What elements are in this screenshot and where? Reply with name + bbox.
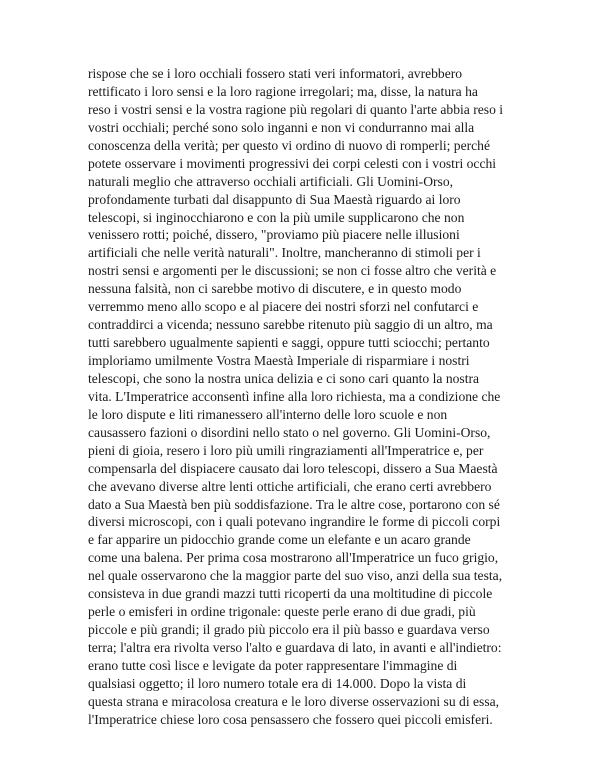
text-line: vostri occhiali; perché sono solo inganni e non vi condurranno mai alla	[88, 119, 475, 135]
text-line: conoscenza della verità; per questo vi ordino di nuovo di romperli; perché	[88, 137, 491, 153]
text-line: contraddirci a vicenda; nessuno sarebbe ritenuto più saggio di un altro, ma	[88, 317, 493, 333]
text-line: profondamente turbati dal disappunto di Sua Maestà riguardo ai loro	[88, 191, 461, 207]
text-line: terra; l'altra era rivolta verso l'alto e guardava di lato, in avanti e all'indietro:	[88, 640, 502, 655]
text-line: vita. L'Imperatrice acconsentì infine alla loro richiesta, ma a condizione che	[88, 388, 501, 404]
text-line: naturali meglio che attraverso occhiali artificiali. Gli Uomini-Orso,	[88, 173, 454, 189]
text-line: consisteva in due grandi mazzi tutti ricoperti da una moltitudine di piccole	[88, 586, 493, 602]
text-line: e far apparire un pidocchio grande come un elefante e un acaro grande	[88, 532, 471, 548]
text-line: nessuna falsità, non ci sarebbe motivo di discutere, e in questo modo	[88, 281, 462, 297]
text-line: erano tutte così lisce e levigate da poter rappresentare l'immagine di	[88, 657, 458, 673]
text-line: perle o emisferi in ordine trigonale: queste perle erano di due gradi, più	[88, 604, 476, 620]
text-line: potete osservare i movimenti progressivi dei corpi celesti con i vostri occhi	[88, 155, 497, 171]
text-line: artificiali che nelle verità naturali". Inoltre, mancheranno di stimoli per i	[88, 245, 481, 261]
text-line: rispose che se i loro occhiali fossero stati veri informatori, avrebbero	[88, 66, 463, 81]
text-line: venissero rotti; poiché, dissero, "proviamo più piacere nelle illusioni	[88, 227, 460, 243]
text-line: rettificato i loro sensi e la loro ragione irregolari; ma, disse, la natura ha	[88, 83, 478, 99]
text-line: diversi microscopi, con i quali potevano ingrandire le forme di piccoli corpi	[88, 514, 501, 530]
text-line: le loro dispute e liti rimanessero all'interno delle loro scuole e non	[88, 406, 448, 422]
text-line: tutti sarebbero ugualmente sapienti e saggi, oppure tutti sciocchi; pertanto	[88, 335, 490, 351]
text-line: nostri sensi e argomenti per le discussioni; se non ci fosse altro che verità e	[88, 263, 497, 279]
text-line: questa strana e miracolosa creatura e le loro diverse osservazioni su di essa,	[88, 693, 500, 709]
text-line: l'Imperatrice chiese loro cosa pensassero che fossero quei piccoli emisferi.	[88, 711, 493, 727]
body-text	[88, 65, 528, 729]
text-line: come una balena. Per prima cosa mostrarono all'Imperatrice un fuco grigio,	[88, 550, 499, 566]
text-line: telescopi, si inginocchiarono e con la più umile supplicarono che non	[88, 209, 465, 225]
text-line: dato a Sua Maestà ben più soddisfazione. Tra le altre cose, portarono con sé	[88, 496, 500, 512]
text-line: imploriamo umilmente Vostra Maestà Imperiale di risparmiare i nostri	[88, 353, 470, 368]
text-line: causassero fazioni o disordini nello stato o nel governo. Gli Uomini-Orso,	[88, 424, 491, 440]
text-line: verremmo meno allo scopo e al piacere dei nostri sforzi nel confutarci e	[88, 299, 479, 315]
text-line: telescopi, che sono la nostra unica delizia e ci sono cari quanto la nostra	[88, 370, 480, 386]
text-line: pieni di gioia, resero i loro più umili ringraziamenti all'Imperatrice e, per	[88, 442, 484, 458]
text-line: piccole e più grandi; il grado più piccolo era il più basso e guardava verso	[88, 622, 490, 638]
text-line: nel quale osservarono che la maggior parte del suo viso, anzi della sua testa,	[88, 568, 503, 584]
text-line: che avevano diverse altre lenti ottiche artificiali, che erano certi avrebbero	[88, 478, 492, 494]
text-line: compensarla del dispiacere causato dai loro telescopi, dissero a Sua Maestà	[88, 460, 498, 476]
text-line: reso i vostri sensi e la vostra ragione più regolari di quanto l'arte abbia reso i	[88, 101, 504, 117]
text-line: qualsiasi oggetto; il loro numero totale era di 14.000. Dopo la vista di	[88, 675, 467, 691]
